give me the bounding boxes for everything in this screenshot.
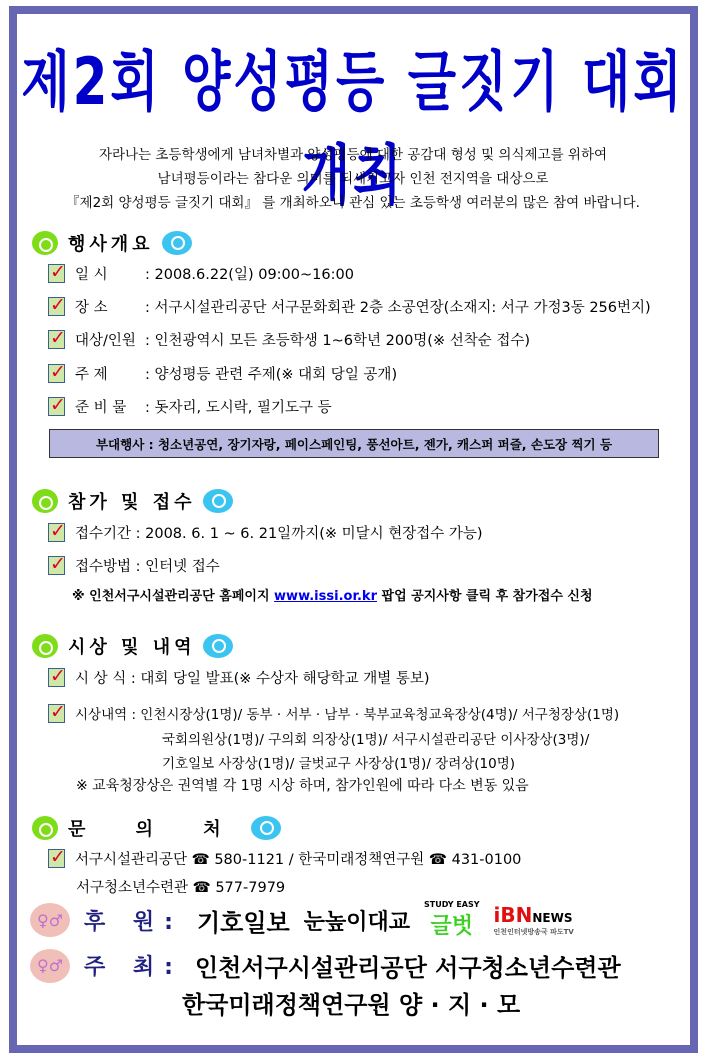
host-line: 한국미래정책연구원 양 · 지 · 모: [182, 991, 521, 1019]
green-badge-icon: [32, 489, 58, 513]
list-item: [48, 703, 619, 723]
list-item: [48, 396, 332, 417]
item-value: : 인터넷 접수: [135, 559, 220, 575]
intro-line: 『제2회 양성평등 글짓기 대회』 를 개최하오니 관심 있는 초등학생 여러분의 많은 참여 바랍니다.: [66, 195, 640, 211]
checkbox-icon: [48, 849, 65, 868]
intro-text: [20, 143, 686, 215]
contact-line: [76, 876, 285, 897]
section-title: 시상 및 내역: [68, 637, 196, 658]
section-title: 문 의 처: [68, 819, 243, 840]
kiho-ilbo-logo: 기호일보: [196, 908, 290, 937]
checkbox-icon: [48, 297, 65, 316]
section-awards: [32, 633, 233, 659]
note-text: 팝업 공지사항 클릭 후 참가접수 신청: [381, 589, 593, 604]
list-item: [48, 667, 430, 688]
item-label: 주 제: [75, 367, 108, 383]
checkbox-icon: [48, 364, 65, 383]
sponsor-label: 후 원:: [84, 909, 183, 935]
contact-text: 서구시설관리공단 ☎ 580-1121 / 한국미래정책연구원 ☎ 431-0100: [75, 852, 522, 868]
note-text: ※ 인천서구시설관리공단 홈페이지: [72, 589, 270, 604]
blue-badge-icon: [203, 489, 233, 513]
item-value: : 서구시설관리공단 서구문화회관 2층 소공연장(소재지: 서구 가정3동 256번지): [145, 300, 651, 316]
logo-text: NEWS: [532, 911, 573, 925]
item-value: : 2008. 6. 1 ~ 6. 21일까지(※ 미달시 현장접수 가능): [135, 526, 483, 542]
checkbox-icon: [48, 556, 65, 575]
logo-caption: 인천인터넷방송국 파도TV: [493, 928, 574, 936]
list-item: [48, 555, 220, 576]
item-value: : 인천광역시 모든 초등학생 1~6학년 200명(※ 선착순 접수): [145, 333, 531, 349]
blue-badge-icon: [162, 231, 192, 255]
poster-title: 제2회 양성평등 글짓기 대회 개최: [21, 44, 685, 214]
checkbox-icon: [48, 264, 65, 283]
item-value: : 돗자리, 도시락, 필기도구 등: [145, 400, 332, 416]
award-line: 국회의원상(1명)/ 구의회 의장상(1명)/ 서구시설관리공단 이사장상(3명)/: [162, 732, 590, 748]
contact-line: [48, 848, 521, 869]
item-label: 접수기간: [75, 526, 132, 542]
checkbox-icon: [48, 704, 65, 723]
checkbox-icon: [48, 668, 65, 687]
section-title: 행사개요: [68, 234, 154, 255]
gender-symbol-icon: ♀♂: [30, 949, 70, 983]
section-overview: [32, 230, 192, 256]
ibn-news-logo: [494, 903, 574, 937]
blue-badge-icon: [251, 816, 281, 840]
item-value: : 2008.6.22(일) 09:00~16:00: [145, 267, 354, 283]
green-badge-icon: [32, 816, 58, 840]
list-item: [48, 363, 397, 384]
list-item: [48, 296, 651, 317]
blue-badge-icon: [203, 634, 233, 658]
host-label: 주 최:: [84, 955, 183, 980]
section-registration: [32, 488, 233, 514]
sponsors: [30, 900, 574, 940]
homepage-link[interactable]: www.issi.or.kr: [274, 589, 377, 604]
green-badge-icon: [32, 634, 58, 658]
section-contact: [32, 815, 281, 841]
green-badge-icon: [32, 231, 58, 255]
logo-text: iBN: [493, 903, 533, 927]
checkbox-icon: [48, 523, 65, 542]
item-label: 시 상 식: [75, 671, 127, 687]
item-label: 장 소: [75, 300, 108, 316]
gender-symbol-icon: ♀♂: [30, 903, 70, 937]
logo-tagline: STUDY EASY: [423, 900, 480, 909]
geulbeot-logo: [424, 900, 480, 940]
checkbox-icon: [48, 330, 65, 349]
checkbox-icon: [48, 397, 65, 416]
logo-text: 글벗: [430, 914, 474, 939]
host-line: 인천서구시설관리공단 서구청소년수련관: [194, 954, 621, 982]
contact-text: 서구청소년수련관 ☎ 577-7979: [76, 880, 286, 896]
item-value: : 양성평등 관련 주제(※ 대회 당일 공개): [145, 367, 398, 383]
side-events-box: 부대행사 : 청소년공연, 장기자랑, 페이스페인팅, 풍선아트, 젠가, 캐스퍼 퍼즐, 손도장 찍기 등: [49, 429, 659, 458]
item-value: : 인천시장상(1명)/ 동부 · 서부 · 남부 · 북부교육청교육장상(4명)/ 서구청장상(1명): [131, 707, 620, 723]
list-item: [48, 329, 530, 350]
intro-line: 남녀평등이라는 참다운 의미를 되새기고자 인천 전지역을 대상으로: [157, 171, 549, 187]
item-label: 접수방법: [75, 559, 132, 575]
list-item: [48, 522, 483, 543]
registration-note: [72, 585, 593, 604]
item-label: 시상내역: [75, 707, 128, 723]
item-label: 준 비 물: [75, 400, 127, 416]
award-note: ※ 교육청장상은 권역별 각 1명 시상 하며, 참가인원에 따라 다소 변동 있음: [76, 778, 529, 794]
section-title: 참가 및 접수: [68, 492, 196, 513]
list-item: [48, 263, 354, 284]
daekyo-logo: 눈높이대교: [303, 909, 410, 935]
hosts: [30, 948, 621, 983]
intro-line: 자라나는 초등학생에게 남녀차별과 양성평등에 대한 공감대 형성 및 의식제고를 위하여: [98, 147, 608, 163]
award-line: 기호일보 사장상(1명)/ 글벗교구 사장상(1명)/ 장려상(10명): [162, 756, 516, 772]
item-label: 일 시: [75, 267, 108, 283]
item-label: 대상/인원: [75, 333, 136, 349]
item-value: : 대회 당일 발표(※ 수상자 해당학교 개별 통보): [130, 671, 430, 687]
